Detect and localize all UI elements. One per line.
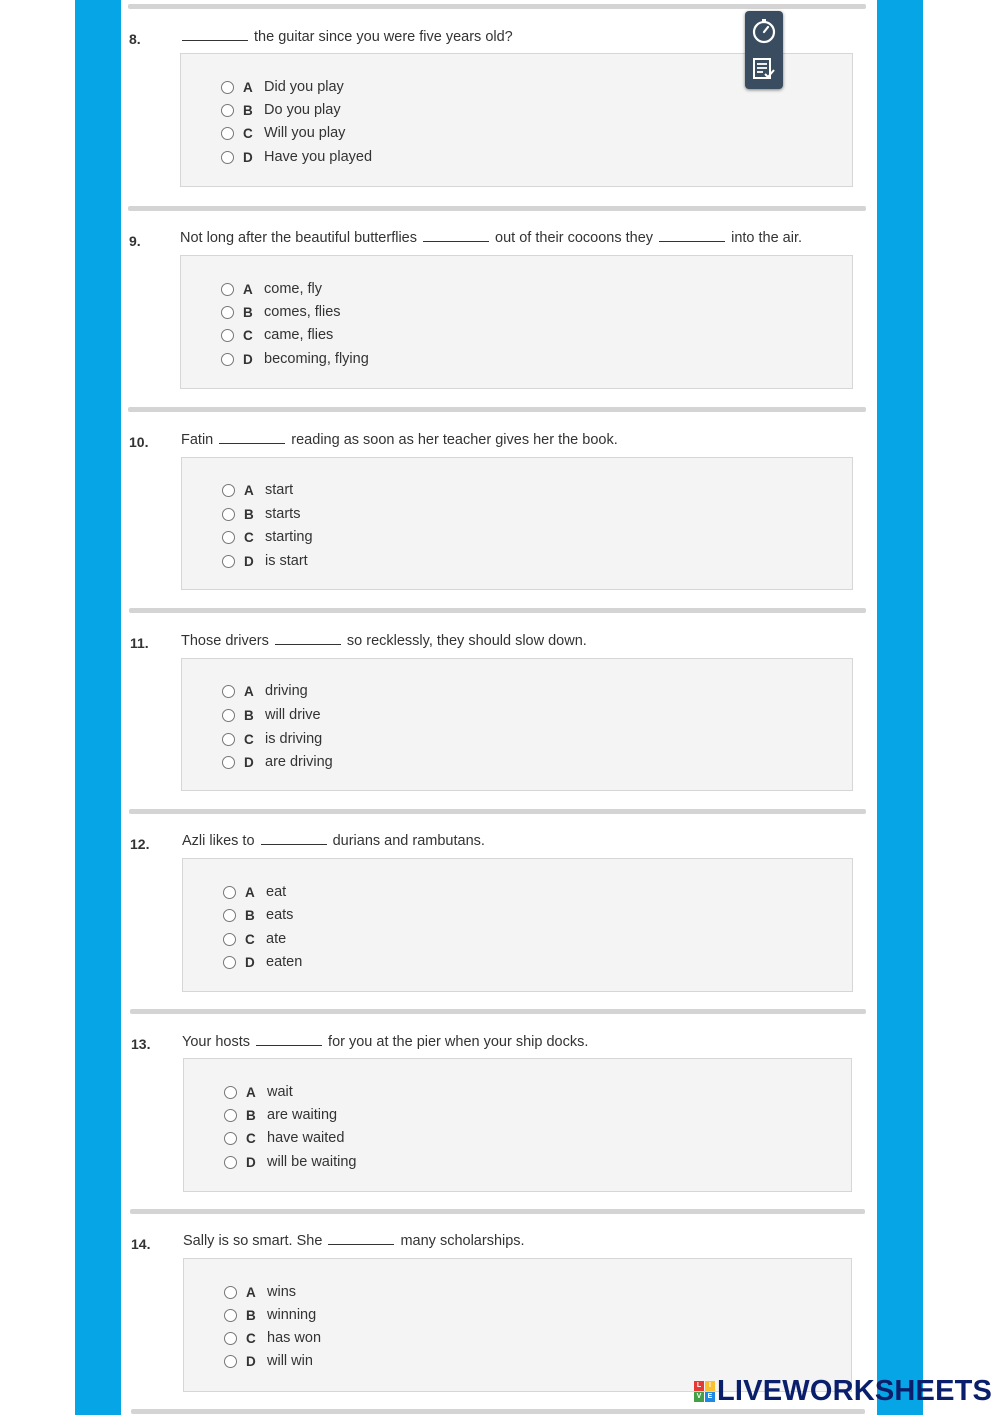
radio-button[interactable] (224, 1132, 237, 1145)
answer-blank (328, 1233, 394, 1245)
liveworksheets-logo (694, 1376, 992, 1406)
options-box (182, 858, 853, 992)
radio-button[interactable] (224, 1332, 237, 1345)
stopwatch-icon[interactable] (750, 17, 778, 45)
right-blue-border (877, 0, 923, 1415)
question-divider (129, 809, 866, 814)
radio-button[interactable] (223, 956, 236, 969)
option-c[interactable]: C came, flies (221, 325, 333, 345)
option-b[interactable]: B winning (224, 1305, 316, 1325)
option-b[interactable]: B will drive (222, 705, 321, 725)
radio-button[interactable] (221, 151, 234, 164)
radio-button[interactable] (222, 555, 235, 568)
answer-blank (219, 432, 285, 444)
question-number: 10. (129, 434, 149, 450)
answer-blank (423, 230, 489, 242)
option-d[interactable]: D will win (224, 1351, 313, 1371)
question-number: 14. (131, 1236, 151, 1252)
radio-button[interactable] (222, 531, 235, 544)
question-text: Your hosts for you at the pier when your ship docks. (182, 1034, 589, 1050)
logo-text: LIVEWORKSHEETS (717, 1374, 993, 1407)
radio-button[interactable] (224, 1355, 237, 1368)
radio-button[interactable] (221, 127, 234, 140)
option-b[interactable]: B starts (222, 504, 300, 524)
radio-button[interactable] (222, 484, 235, 497)
option-a[interactable]: A wait (224, 1082, 293, 1102)
option-c[interactable]: C have waited (224, 1128, 344, 1148)
worksheet-page (121, 0, 877, 1415)
question-text: Sally is so smart. She many scholarships. (183, 1233, 525, 1249)
question-number: 11. (130, 635, 149, 651)
radio-button[interactable] (221, 81, 234, 94)
option-b[interactable]: B eats (223, 905, 293, 925)
question-number: 9. (129, 233, 141, 249)
radio-button[interactable] (221, 329, 234, 342)
option-a[interactable]: A wins (224, 1282, 296, 1302)
options-box (181, 457, 853, 590)
option-a[interactable]: A eat (223, 882, 286, 902)
question-divider (129, 608, 866, 613)
top-divider (128, 4, 866, 9)
options-box (180, 255, 853, 389)
radio-button[interactable] (222, 756, 235, 769)
option-a[interactable]: A start (222, 480, 293, 500)
answer-blank (261, 833, 327, 845)
radio-button[interactable] (224, 1156, 237, 1169)
option-c[interactable]: C has won (224, 1328, 321, 1348)
radio-button[interactable] (224, 1109, 237, 1122)
options-box (183, 1258, 852, 1392)
radio-button[interactable] (223, 886, 236, 899)
option-c[interactable]: C is driving (222, 729, 322, 749)
checklist-icon[interactable] (750, 55, 778, 83)
radio-button[interactable] (222, 709, 235, 722)
option-d[interactable]: D are driving (222, 752, 333, 772)
radio-button[interactable] (222, 508, 235, 521)
option-c[interactable]: C starting (222, 527, 313, 547)
left-blue-border (75, 0, 121, 1415)
question-number: 8. (129, 31, 141, 47)
option-b[interactable]: B comes, flies (221, 302, 341, 322)
option-a[interactable]: A Did you play (221, 77, 344, 97)
radio-button[interactable] (221, 353, 234, 366)
radio-button[interactable] (224, 1309, 237, 1322)
radio-button[interactable] (223, 933, 236, 946)
floating-toolbar (745, 11, 783, 89)
option-b[interactable]: B are waiting (224, 1105, 337, 1125)
option-c[interactable]: C ate (223, 929, 286, 949)
question-number: 12. (130, 836, 150, 852)
question-divider (128, 206, 866, 211)
radio-button[interactable] (221, 104, 234, 117)
answer-blank (256, 1034, 322, 1046)
option-a[interactable]: A driving (222, 681, 308, 701)
question-divider (130, 1209, 865, 1214)
radio-button[interactable] (224, 1086, 237, 1099)
question-text: Those drivers so recklessly, they should slow down. (181, 633, 587, 649)
answer-blank (659, 230, 725, 242)
answer-blank (182, 29, 248, 41)
radio-button[interactable] (222, 685, 235, 698)
question-divider (130, 1009, 866, 1014)
question-text: Not long after the beautiful butterflies out of their cocoons they into the air. (180, 230, 803, 246)
option-d[interactable]: D eaten (223, 952, 302, 972)
option-c[interactable]: C Will you play (221, 123, 345, 143)
bottom-divider (131, 1409, 865, 1414)
logo-mark-icon: L I V E (694, 1381, 715, 1402)
options-box (183, 1058, 852, 1192)
option-d[interactable]: D Have you played (221, 147, 372, 167)
radio-button[interactable] (222, 733, 235, 746)
radio-button[interactable] (223, 909, 236, 922)
question-number: 13. (131, 1036, 151, 1052)
question-text: the guitar since you were five years old? (180, 29, 513, 45)
question-text: Fatin reading as soon as her teacher gives her the book. (181, 432, 618, 448)
radio-button[interactable] (224, 1286, 237, 1299)
answer-blank (275, 633, 341, 645)
radio-button[interactable] (221, 283, 234, 296)
options-box (181, 658, 853, 791)
radio-button[interactable] (221, 306, 234, 319)
option-b[interactable]: B Do you play (221, 100, 341, 120)
question-divider (128, 407, 866, 412)
question-text: Azli likes to durians and rambutans. (182, 833, 485, 849)
option-d[interactable]: D will be waiting (224, 1152, 356, 1172)
option-d[interactable]: D is start (222, 551, 308, 571)
option-a[interactable]: A come, fly (221, 279, 322, 299)
option-d[interactable]: D becoming, flying (221, 349, 369, 369)
